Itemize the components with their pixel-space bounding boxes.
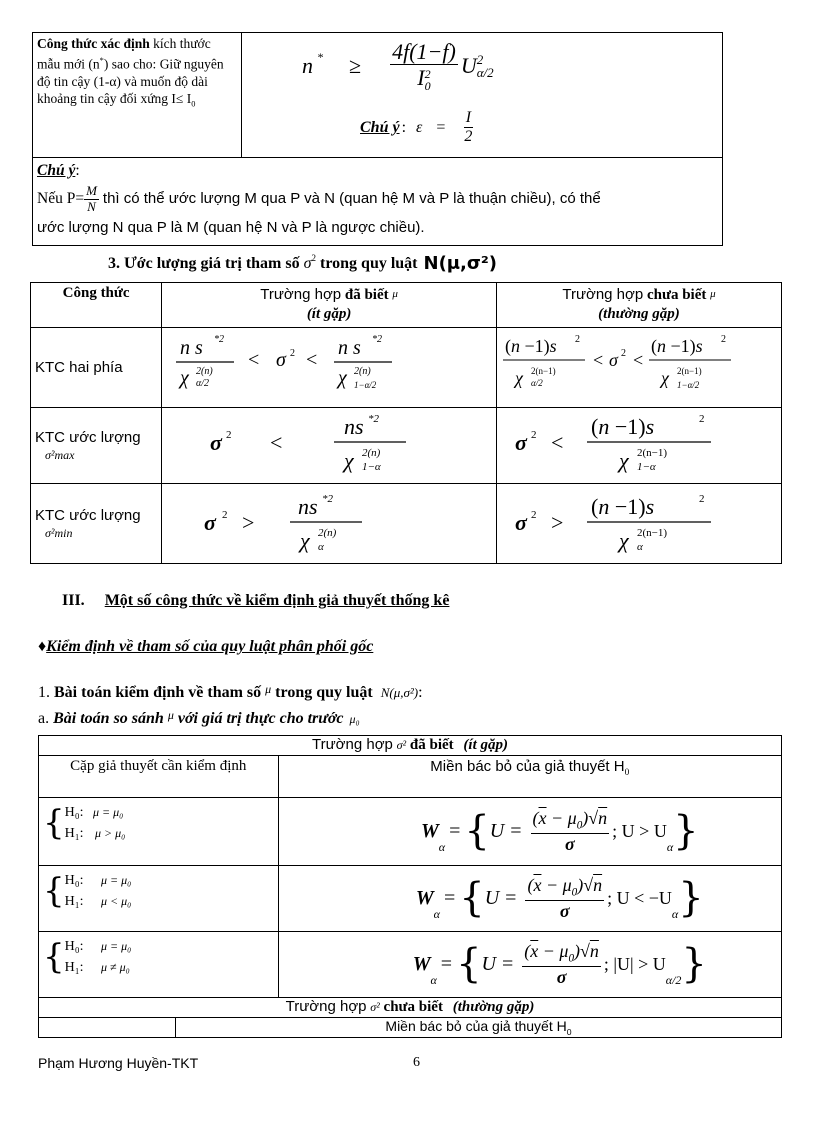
svg-text:1−α/2: 1−α/2 [677,380,700,390]
svg-text:1−α: 1−α [637,461,656,473]
svg-text:n s: n s [180,337,203,359]
svg-text:2: 2 [721,334,726,345]
formula-two-sided-unknown-svg [501,330,777,400]
svg-text:*2: *2 [368,413,380,425]
problem-a: a. Bài toán so sánh μ với giá trị thực cho trước μ₀ [38,707,360,727]
svg-text:2(n−1): 2(n−1) [677,366,702,376]
rejection-region-header-2: Miền bác bỏ của giả thuyết $H_0$ [176,1018,782,1038]
svg-text:2: 2 [222,509,228,521]
formula-max-unknown [497,408,782,484]
svg-text:2(n): 2(n) [354,366,371,377]
formula-two-sided-unknown [497,328,782,408]
svg-text:2(n): 2(n) [362,447,381,459]
svg-text:<: < [551,430,564,455]
footer-page-number: 6 [413,1055,420,1070]
svg-text:2(n−1): 2(n−1) [531,366,556,376]
svg-text:α/2: α/2 [531,378,543,388]
section-3-title: 3. Ước lượng giá trị tham số σ $^2$ trong quy luật N(μ,σ²) [108,252,498,274]
svg-text:2: 2 [699,413,705,425]
rejection-region-two-sided: W α = { U = $\frac{(\overline{x} - \mu_0)√n}{\sigma}$ ; |U| > U α/2 } [278,932,781,998]
svg-text:2(n−1): 2(n−1) [637,527,668,539]
formula-max-known [162,408,497,484]
formula-min-unknown-svg [501,486,777,556]
svg-text:2(n−1): 2(n−1) [637,447,668,459]
formula-max-known-svg [166,410,482,476]
svg-text:*2: *2 [214,334,225,345]
svg-text:2: 2 [290,348,296,359]
footer-author: Phạm Hương Huyền-TKT [38,1055,199,1071]
sample-size-description: Công thức xác định kích thước mẫu mới (n*) sao cho: Giữ nguyên độ tin cậy (1-α) và muốn độ dài khoảng tin cậy đối xứng $I\le I_0$ [33,33,242,158]
svg-text:2(n): 2(n) [318,527,337,539]
svg-text:σ: σ [515,510,527,535]
svg-text:2: 2 [226,429,232,441]
svg-text:1−α: 1−α [362,461,381,473]
svg-text:<: < [306,349,318,371]
svg-text:2: 2 [699,493,705,505]
hypothesis-pair-right: { H₀: μ = μ₀ H₁: μ > μ₀ [39,798,279,866]
svg-text:χ: χ [180,367,190,389]
svg-text:ns: ns [298,494,318,519]
formula-max-unknown-svg [501,410,777,476]
col-header-hypotheses: Cặp giả thuyết cần kiểm định [39,756,279,798]
svg-text:2(n): 2(n) [196,366,213,377]
svg-text:>: > [551,510,564,535]
sample-size-formula-cell [242,33,723,158]
col-header-unknown-mu: Trường hợp chưa biết $^\mu$ (thường gặp) [497,283,782,328]
rejection-region-left: W α = { U = $\frac{(\overline{x} - \mu_0)√n}{\sigma}$ ; U < −U α } [278,866,781,932]
section-III-heading: III. Một số công thức về kiểm định giả thuyết thống kê [62,592,450,609]
variance-estimation-table [30,282,782,564]
svg-text:<: < [270,430,283,455]
formula-two-sided-known-svg [166,332,482,398]
sample-size-title: Công thức xác định [37,36,150,51]
hypothesis-test-table [38,735,782,1038]
svg-text:σ: σ [609,350,618,370]
svg-text:σ: σ [515,430,527,455]
row-label-two-sided: KTC hai phía [31,328,162,408]
svg-text:<: < [593,350,604,370]
note-label: Chú ý [37,162,76,179]
svg-text:2: 2 [621,348,626,359]
formula-two-sided-known [162,328,497,408]
col-header-rejection-region: Miền bác bỏ của giả thuyết $H_0$ [278,756,781,798]
svg-text:n s: n s [338,337,361,359]
svg-text:(n −1)s: (n −1)s [505,336,557,356]
row-label-max: KTC ước lượng σ²max [31,408,162,484]
svg-text:2: 2 [575,334,580,345]
note-cell: Chú ý: Nếu P= $\frac{M}{N}$ thì có thể ước lượng M qua P và N (quan hệ M và P là thuận chiều), có thể ước lượng N qua P là M (quan hệ N và P là ngược chiều). [33,158,723,246]
hypothesis-pair-two-sided: { H₀: μ = μ₀ H₁: μ ≠ μ₀ [39,932,279,998]
svg-text:χ: χ [515,368,523,388]
formula-min-known [162,484,497,564]
svg-text:χ: χ [619,528,629,553]
formula-min-known-svg [166,486,482,556]
sample-size-table [32,32,723,246]
svg-text:σ: σ [276,349,287,371]
svg-text:(n −1)s: (n −1)s [651,336,703,356]
known-sigma-header: Trường hợp σ² đã biết (ít gặp) [39,736,782,756]
empty-hypothesis-cell [39,1018,176,1038]
svg-text:χ: χ [619,448,629,473]
svg-text:2: 2 [531,509,537,521]
svg-text:1−α/2: 1−α/2 [354,380,377,390]
col-header-known-mu: Trường hợp đã biết $^\mu$ (ít gặp) [162,283,497,328]
svg-text:*2: *2 [372,334,383,345]
svg-text:ns: ns [344,414,364,439]
unknown-sigma-header: Trường hợp σ² chưa biết (thường gặp) [39,998,782,1018]
svg-text:2: 2 [531,429,537,441]
svg-text:χ: χ [661,368,669,388]
svg-text:χ: χ [338,367,348,389]
svg-text:<: < [633,350,644,370]
sample-size-formula: n * ≥ 4f(1−f) I 2 0 U 2 α/2 [302,39,494,94]
svg-text:<: < [248,349,260,371]
formula-min-unknown [497,484,782,564]
problem-1: 1. Bài toán kiểm định về tham số μ trong quy luật N(μ,σ²) : [38,681,423,701]
col-header-formula: Công thức [31,283,162,328]
rejection-region-right: W α = { U = $\frac{(\overline{x} - \mu_0)√n}{\sigma}$ ; U > U α } [278,798,781,866]
svg-text:(n −1)s: (n −1)s [591,494,655,519]
svg-text:(n −1)s: (n −1)s [591,414,655,439]
svg-text:χ: χ [344,448,354,473]
svg-text:>: > [242,510,255,535]
chu-y-epsilon: Chú ý : ε = $\frac{I}{2}$ [360,109,473,146]
svg-text:α: α [637,541,643,553]
svg-text:σ: σ [210,430,223,455]
svg-text:*2: *2 [322,493,334,505]
svg-text:α/2: α/2 [196,378,210,389]
svg-text:χ: χ [300,528,310,553]
svg-text:α: α [318,541,324,553]
row-label-min: KTC ước lượng σ²min [31,484,162,564]
hypothesis-pair-left: { H₀: μ = μ₀ H₁: μ < μ₀ [39,866,279,932]
test-subheading: ♦Kiểm định về tham số của quy luật phân phối gốc [38,638,374,655]
svg-text:σ: σ [204,510,217,535]
